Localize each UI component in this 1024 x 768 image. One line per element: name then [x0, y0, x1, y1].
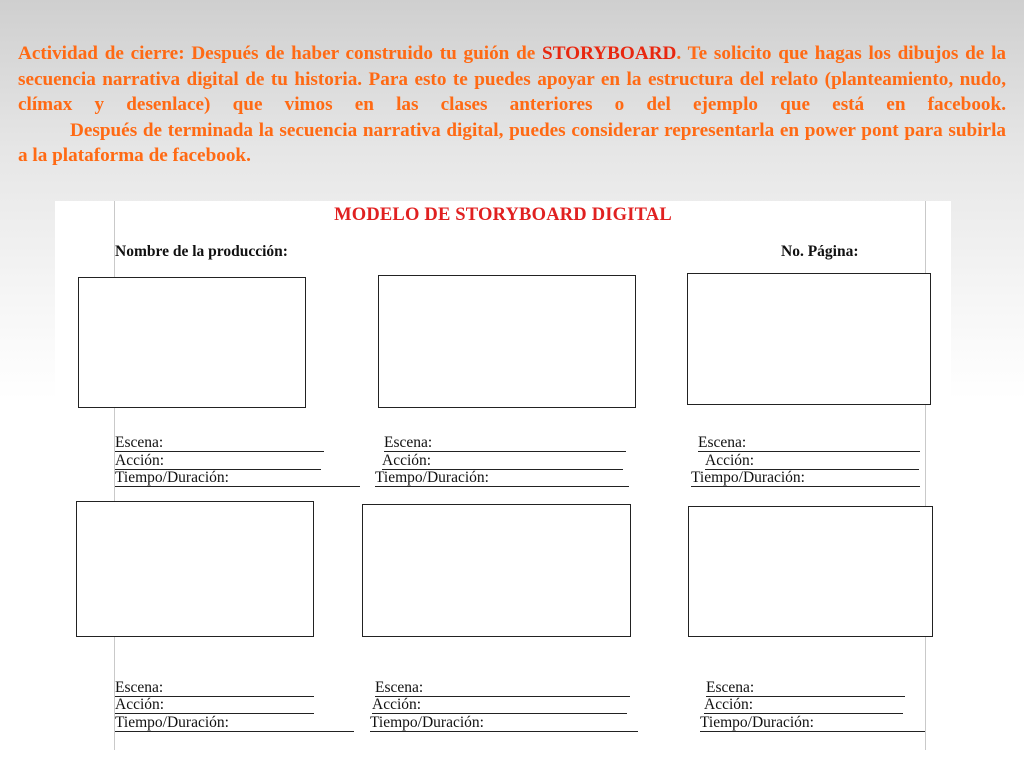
duration-field-4[interactable]: Tiempo/Duración: — [115, 714, 354, 732]
production-name-label: Nombre de la producción: — [115, 243, 288, 260]
duration-field-6[interactable]: Tiempo/Duración: — [700, 714, 925, 732]
scene-field-5[interactable]: Escena: — [375, 679, 630, 697]
instructions-paragraph-2: Después de terminada la secuencia narrativa digital, puedes considerar representarla en power pont para subirla a la plataforma de facebook. — [18, 119, 1006, 167]
scene-field-3[interactable]: Escena: — [698, 434, 920, 452]
storyboard-frame-2[interactable] — [378, 275, 636, 408]
duration-field-5[interactable]: Tiempo/Duración: — [370, 714, 638, 732]
sheet-title: MODELO DE STORYBOARD DIGITAL — [334, 205, 672, 225]
storyboard-frame-6[interactable] — [688, 506, 933, 637]
storyboard-sheet — [55, 201, 951, 750]
storyboard-frame-5[interactable] — [362, 504, 631, 637]
action-field-1[interactable]: Acción: — [115, 452, 321, 470]
scene-field-1[interactable]: Escena: — [115, 434, 324, 452]
storyboard-frame-1[interactable] — [78, 277, 306, 408]
storyboard-frame-4[interactable] — [76, 501, 314, 637]
instructions-lead: Actividad de cierre: Después de haber construido tu guión de — [18, 43, 543, 64]
instructions-paragraph-1 — [18, 41, 1006, 118]
duration-field-3[interactable]: Tiempo/Duración: — [691, 469, 920, 487]
scene-field-4[interactable]: Escena: — [115, 679, 314, 697]
action-field-5[interactable]: Acción: — [372, 696, 627, 714]
activity-instructions — [18, 41, 1006, 169]
storyboard-frame-3[interactable] — [687, 273, 931, 405]
scene-field-2[interactable]: Escena: — [384, 434, 626, 452]
action-field-4[interactable]: Acción: — [115, 696, 314, 714]
instructions-rest: . Te solicito que hagas los dibujos de la secuencia narrativa digital de tu historia. Para esto te puedes apoyar en la estructura del relato (planteamiento, nudo, clímax y desenlace) que vimos en las clases anteriores o del ejemplo que está en facebook. — [18, 43, 1006, 116]
instructions-highlight: STORYBOARD — [542, 43, 677, 64]
action-field-2[interactable]: Acción: — [382, 452, 623, 470]
page-number-label: No. Página: — [781, 243, 859, 260]
scene-field-6[interactable]: Escena: — [706, 679, 905, 697]
duration-field-2[interactable]: Tiempo/Duración: — [375, 469, 629, 487]
action-field-3[interactable]: Acción: — [705, 452, 919, 470]
duration-field-1[interactable]: Tiempo/Duración: — [115, 469, 360, 487]
action-field-6[interactable]: Acción: — [704, 696, 903, 714]
